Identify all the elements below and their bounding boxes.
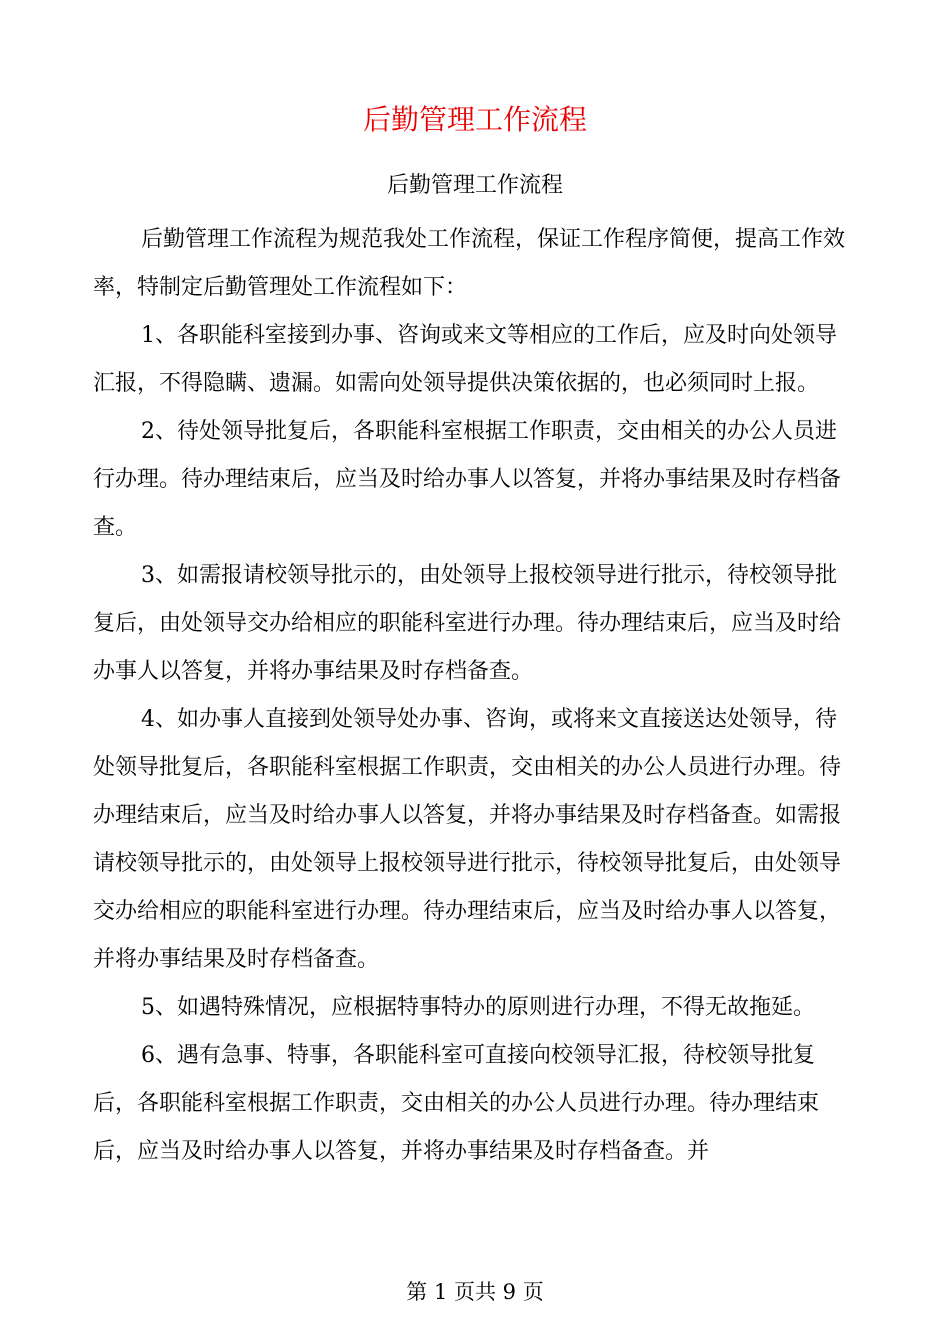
- paragraph-line: 待处领导批复后，各职能科室根据工作职责，交由相关的办公人员进行: [93, 707, 838, 780]
- paragraph-item-1: [93, 312, 853, 408]
- paragraph-line: 复后，各职能科室根据工作职责，交由相关的办公人员进行办理。待办: [93, 1043, 816, 1116]
- paragraph-line: 领导汇报，不得隐瞒、遗漏。如需向处领导提供决策依据的，也必须同: [93, 323, 838, 396]
- document-title: 后勤管理工作流程: [362, 103, 587, 136]
- paragraph-line: 时上报。: [731, 371, 820, 396]
- paragraph-intro: [93, 216, 853, 312]
- paragraph-line: 3、如需报请校领导批示的，由处领导上报校领导进行批示，待校领: [141, 563, 793, 588]
- paragraph-line: 2、待处领导批复后，各职能科室根据工作职责，交由相关的办公人: [141, 419, 793, 444]
- paragraph-line: 导批复后，由处领导交办给相应的职能科室进行办理。待办理结束后，: [93, 563, 838, 636]
- paragraph-line: 6、遇有急事、特事，各职能科室可直接向校领导汇报，待校领导批: [141, 1043, 793, 1068]
- paragraph-item-4: [93, 696, 853, 984]
- paragraph-line: 应当及时给办事人以答复，并将办事结果及时存档备查。: [93, 611, 842, 684]
- paragraph-item-5: [93, 984, 853, 1032]
- paragraph-item-2: [93, 408, 853, 552]
- paragraph-line: 理结束后，应当及时给办事人以答复，并将办事结果及时存档备查。并: [93, 1091, 820, 1164]
- paragraph-line: 应当及时给办事人以答复，并将办事结果及时存档备查。: [93, 899, 842, 972]
- page-footer: 第 1 页共 9 页: [406, 1280, 544, 1304]
- paragraph-line: 档备查。如需报请校领导批示的，由处领导上报校领导进行批示，待校: [93, 803, 842, 876]
- paragraph-line: 后勤管理工作流程为规范我处工作流程，保证工作程序简便，提高: [141, 227, 780, 252]
- document-subtitle: 后勤管理工作流程: [386, 173, 563, 198]
- document-body: [93, 216, 853, 1176]
- paragraph-item-6: [93, 1032, 853, 1176]
- paragraph-line: 4、如办事人直接到处领导处办事、咨询，或将来文直接送达处领导，: [141, 707, 815, 732]
- paragraph-item-3: [93, 552, 853, 696]
- paragraph-line: 工作效率，特制定后勤管理处工作流程如下：: [93, 227, 846, 300]
- paragraph-line: 1、各职能科室接到办事、咨询或来文等相应的工作后，应及时向处: [141, 323, 793, 348]
- paragraph-line: 员进行办理。待办理结束后，应当及时给办事人以答复，并将办事结果: [93, 419, 838, 492]
- paragraph-line: 办理。待办理结束后，应当及时给办事人以答复，并将办事结果及时存: [93, 755, 842, 828]
- paragraph-line: 5、如遇特殊情况，应根据特事特办的原则进行办理，不得无故拖延。: [141, 995, 815, 1020]
- paragraph-line: 及时存档备查。: [93, 467, 842, 540]
- paragraph-line: 领导批复后，由处领导交办给相应的职能科室进行办理。待办理结束后，: [93, 851, 842, 924]
